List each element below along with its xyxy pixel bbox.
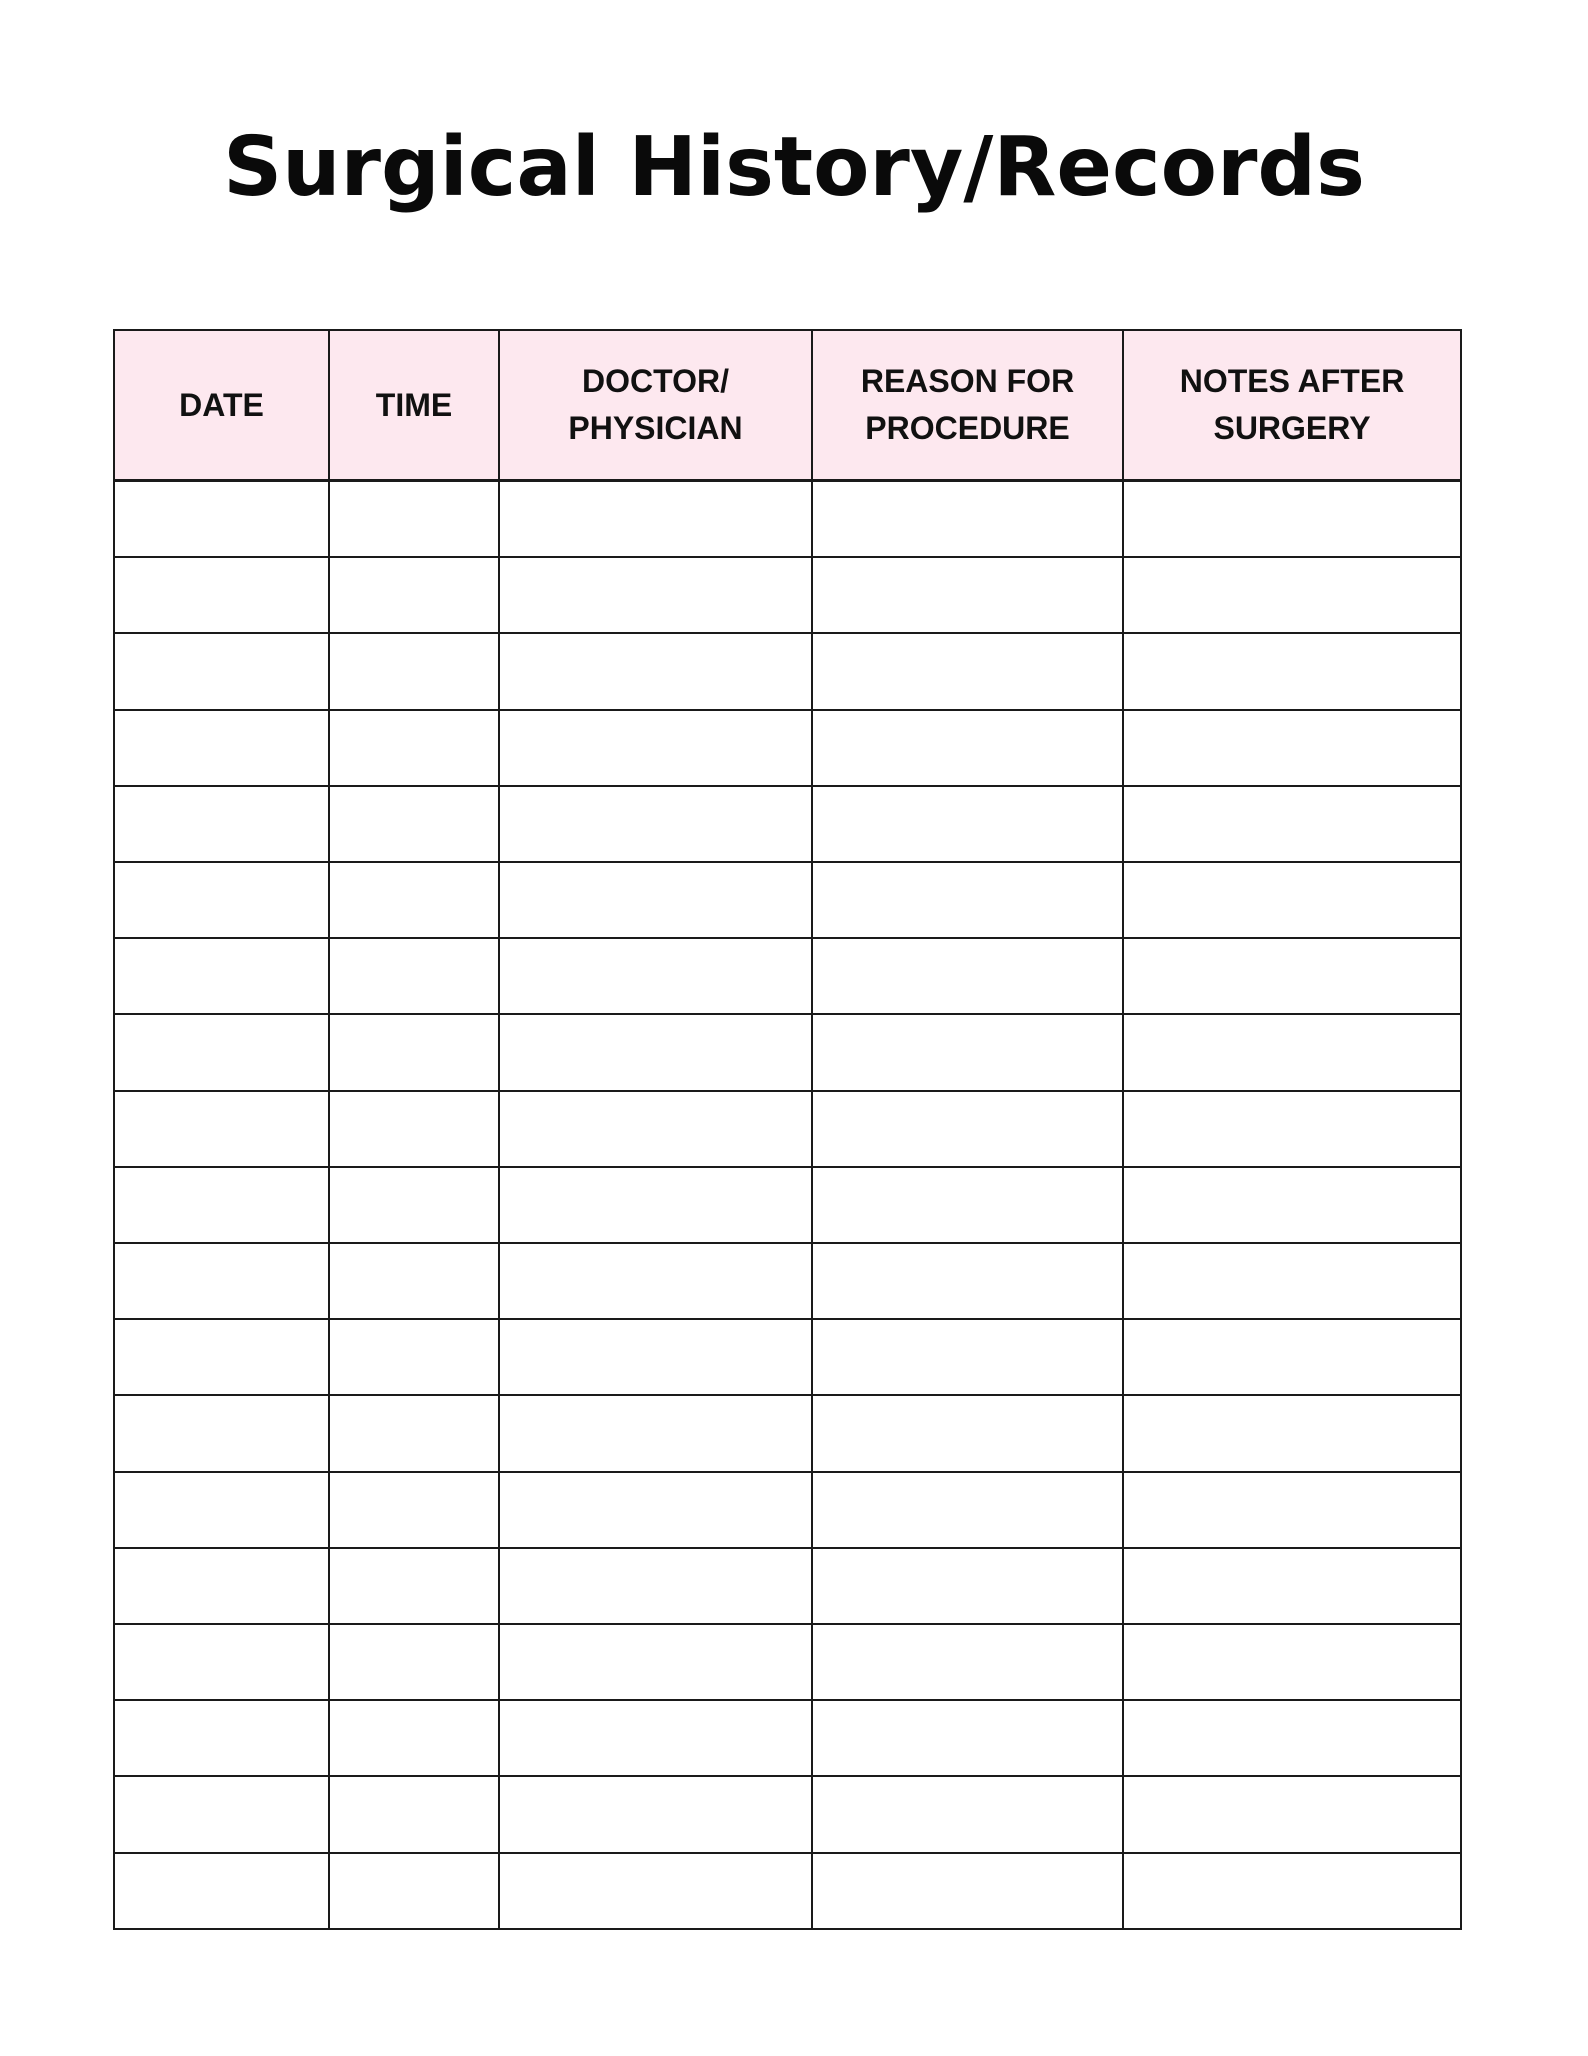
table-cell-doctor[interactable] bbox=[499, 1091, 812, 1167]
table-cell-date[interactable] bbox=[114, 1243, 329, 1319]
column-header-reason bbox=[812, 330, 1123, 481]
table-row bbox=[114, 938, 1461, 1014]
table-cell-reason[interactable] bbox=[812, 862, 1123, 938]
table-row bbox=[114, 1853, 1461, 1929]
table-cell-reason[interactable] bbox=[812, 1548, 1123, 1624]
table-cell-date[interactable] bbox=[114, 1014, 329, 1090]
column-header-doctor bbox=[499, 330, 812, 481]
table-cell-time[interactable] bbox=[329, 1395, 499, 1471]
table-cell-doctor[interactable] bbox=[499, 1776, 812, 1852]
table-cell-reason[interactable] bbox=[812, 557, 1123, 633]
table-cell-notes[interactable] bbox=[1123, 938, 1461, 1014]
table-cell-notes[interactable] bbox=[1123, 1548, 1461, 1624]
table-header-row bbox=[114, 330, 1461, 481]
table-cell-reason[interactable] bbox=[812, 1853, 1123, 1929]
table-cell-time[interactable] bbox=[329, 1319, 499, 1395]
table-cell-doctor[interactable] bbox=[499, 1014, 812, 1090]
table-cell-doctor[interactable] bbox=[499, 710, 812, 786]
surgical-records-table bbox=[113, 329, 1462, 1930]
table-cell-doctor[interactable] bbox=[499, 557, 812, 633]
table-cell-doctor[interactable] bbox=[499, 633, 812, 709]
table-cell-date[interactable] bbox=[114, 1624, 329, 1700]
column-header-reason-label-line2: PROCEDURE bbox=[865, 410, 1070, 446]
table-cell-time[interactable] bbox=[329, 938, 499, 1014]
table-cell-doctor[interactable] bbox=[499, 1395, 812, 1471]
table-cell-date[interactable] bbox=[114, 1091, 329, 1167]
table-cell-time[interactable] bbox=[329, 1243, 499, 1319]
table-cell-date[interactable] bbox=[114, 1700, 329, 1776]
table-cell-reason[interactable] bbox=[812, 481, 1123, 558]
table-cell-reason[interactable] bbox=[812, 1319, 1123, 1395]
table-cell-time[interactable] bbox=[329, 1014, 499, 1090]
table-cell-date[interactable] bbox=[114, 1167, 329, 1243]
table-cell-notes[interactable] bbox=[1123, 1776, 1461, 1852]
table-row bbox=[114, 557, 1461, 633]
table-row bbox=[114, 1395, 1461, 1471]
table-row bbox=[114, 1776, 1461, 1852]
table-cell-date[interactable] bbox=[114, 710, 329, 786]
table-cell-date[interactable] bbox=[114, 938, 329, 1014]
table-cell-date[interactable] bbox=[114, 557, 329, 633]
table-cell-date[interactable] bbox=[114, 1395, 329, 1471]
table-cell-notes[interactable] bbox=[1123, 1167, 1461, 1243]
table-cell-notes[interactable] bbox=[1123, 1319, 1461, 1395]
table-cell-time[interactable] bbox=[329, 1853, 499, 1929]
table-cell-date[interactable] bbox=[114, 1319, 329, 1395]
table-cell-time[interactable] bbox=[329, 481, 499, 558]
table-row bbox=[114, 1243, 1461, 1319]
table-cell-doctor[interactable] bbox=[499, 481, 812, 558]
table-cell-doctor[interactable] bbox=[499, 1243, 812, 1319]
table-cell-reason[interactable] bbox=[812, 1014, 1123, 1090]
table-cell-notes[interactable] bbox=[1123, 633, 1461, 709]
table-body bbox=[114, 481, 1461, 1930]
table-cell-date[interactable] bbox=[114, 1776, 329, 1852]
table-cell-notes[interactable] bbox=[1123, 1472, 1461, 1548]
table-cell-reason[interactable] bbox=[812, 710, 1123, 786]
table-cell-date[interactable] bbox=[114, 1548, 329, 1624]
table-cell-time[interactable] bbox=[329, 1548, 499, 1624]
table-cell-time[interactable] bbox=[329, 1091, 499, 1167]
column-header-doctor-label-line1: DOCTOR/ bbox=[582, 363, 729, 399]
table-cell-time[interactable] bbox=[329, 786, 499, 862]
column-header-doctor-label-line2: PHYSICIAN bbox=[568, 410, 743, 446]
table-row bbox=[114, 710, 1461, 786]
table-cell-date[interactable] bbox=[114, 1472, 329, 1548]
table-row bbox=[114, 1472, 1461, 1548]
table-cell-doctor[interactable] bbox=[499, 862, 812, 938]
table-cell-date[interactable] bbox=[114, 1853, 329, 1929]
table-cell-reason[interactable] bbox=[812, 1167, 1123, 1243]
column-header-time-label: TIME bbox=[375, 386, 453, 423]
table-cell-doctor[interactable] bbox=[499, 786, 812, 862]
column-header-notes-label-line1: NOTES AFTER bbox=[1179, 363, 1405, 399]
table-cell-reason[interactable] bbox=[812, 1243, 1123, 1319]
table-cell-reason[interactable] bbox=[812, 633, 1123, 709]
table-cell-doctor[interactable] bbox=[499, 938, 812, 1014]
table-cell-date[interactable] bbox=[114, 481, 329, 558]
table-cell-time[interactable] bbox=[329, 862, 499, 938]
table-cell-time[interactable] bbox=[329, 1776, 499, 1852]
table-cell-notes[interactable] bbox=[1123, 786, 1461, 862]
table-cell-doctor[interactable] bbox=[499, 1700, 812, 1776]
table-cell-notes[interactable] bbox=[1123, 1395, 1461, 1471]
table-row bbox=[114, 1167, 1461, 1243]
table-cell-doctor[interactable] bbox=[499, 1548, 812, 1624]
table-cell-time[interactable] bbox=[329, 710, 499, 786]
table-cell-reason[interactable] bbox=[812, 1700, 1123, 1776]
table-cell-time[interactable] bbox=[329, 1167, 499, 1243]
table-cell-reason[interactable] bbox=[812, 1091, 1123, 1167]
table-cell-date[interactable] bbox=[114, 786, 329, 862]
table-cell-notes[interactable] bbox=[1123, 557, 1461, 633]
column-header-time bbox=[329, 330, 499, 481]
table-row bbox=[114, 786, 1461, 862]
table-cell-date[interactable] bbox=[114, 633, 329, 709]
table-cell-doctor[interactable] bbox=[499, 1472, 812, 1548]
table-cell-notes[interactable] bbox=[1123, 1624, 1461, 1700]
table-cell-time[interactable] bbox=[329, 1472, 499, 1548]
table-row bbox=[114, 862, 1461, 938]
column-header-notes-label-line2: SURGERY bbox=[1213, 410, 1371, 446]
table-cell-notes[interactable] bbox=[1123, 1700, 1461, 1776]
table-row bbox=[114, 1014, 1461, 1090]
table-row bbox=[114, 1319, 1461, 1395]
table-cell-date[interactable] bbox=[114, 862, 329, 938]
table-row bbox=[114, 1091, 1461, 1167]
table-row bbox=[114, 481, 1461, 558]
column-header-notes bbox=[1123, 330, 1461, 481]
table-cell-doctor[interactable] bbox=[499, 1167, 812, 1243]
table-cell-doctor[interactable] bbox=[499, 1624, 812, 1700]
table-cell-reason[interactable] bbox=[812, 1472, 1123, 1548]
table-row bbox=[114, 1700, 1461, 1776]
table-cell-doctor[interactable] bbox=[499, 1853, 812, 1929]
table-cell-time[interactable] bbox=[329, 1700, 499, 1776]
column-header-date-label: DATE bbox=[179, 386, 264, 423]
table-cell-time[interactable] bbox=[329, 557, 499, 633]
table-cell-time[interactable] bbox=[329, 633, 499, 709]
table-cell-doctor[interactable] bbox=[499, 1319, 812, 1395]
table-cell-notes[interactable] bbox=[1123, 710, 1461, 786]
table-cell-notes[interactable] bbox=[1123, 1243, 1461, 1319]
table-cell-reason[interactable] bbox=[812, 938, 1123, 1014]
table-row bbox=[114, 1624, 1461, 1700]
table-cell-time[interactable] bbox=[329, 1624, 499, 1700]
table-cell-reason[interactable] bbox=[812, 1776, 1123, 1852]
column-header-reason-label-line1: REASON FOR bbox=[860, 363, 1075, 399]
table-cell-reason[interactable] bbox=[812, 1624, 1123, 1700]
table-cell-notes[interactable] bbox=[1123, 1853, 1461, 1929]
page-title: Surgical History/Records bbox=[223, 120, 1365, 215]
table-cell-reason[interactable] bbox=[812, 786, 1123, 862]
column-header-date bbox=[114, 330, 329, 481]
table-cell-notes[interactable] bbox=[1123, 481, 1461, 558]
table-row bbox=[114, 633, 1461, 709]
table-row bbox=[114, 1548, 1461, 1624]
table-cell-notes[interactable] bbox=[1123, 1091, 1461, 1167]
table-cell-reason[interactable] bbox=[812, 1395, 1123, 1471]
table-cell-notes[interactable] bbox=[1123, 1014, 1461, 1090]
table-cell-notes[interactable] bbox=[1123, 862, 1461, 938]
